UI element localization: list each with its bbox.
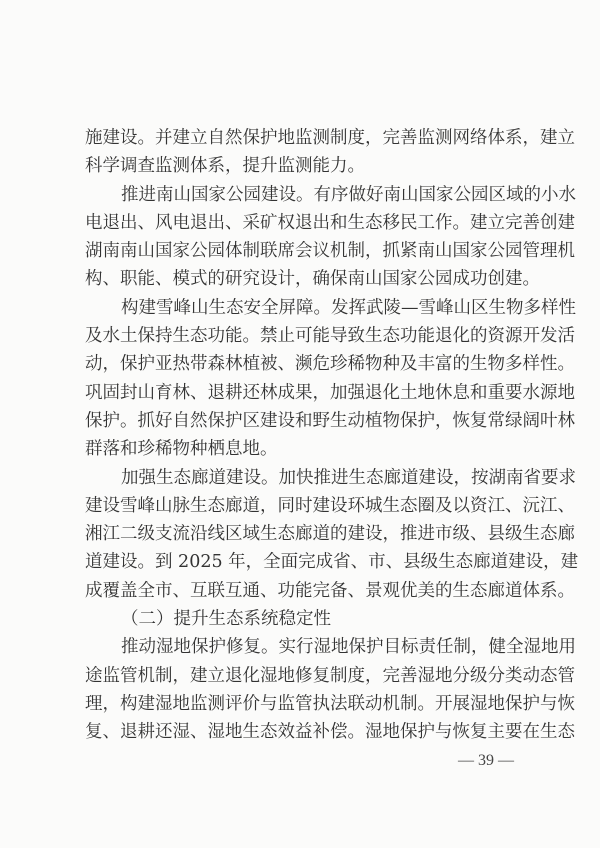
text-line: 及水土保持生态功能。禁止可能导致生态功能退化的资源开发活 [85, 326, 575, 347]
text-line: 加强生态廊道建设。加快推进生态廊道建设，按湖南省要求 [121, 467, 576, 488]
text-line: 构、职能、模式的研究设计，确保南山国家公园成功创建。 [85, 269, 540, 290]
text-line: 成覆盖全市、互联互通、功能完备、景观优美的生态廊道体系。 [85, 580, 575, 601]
paragraph [85, 294, 576, 464]
text-line: 施建设。并建立自然保护地监测制度，完善监测网络体系，建立 [85, 128, 575, 148]
text-line: 湖南南山国家公园体制联席会议机制，抓紧南山国家公园管理机 [85, 241, 575, 262]
section-heading [85, 605, 516, 633]
text-line: 推进南山国家公园建设。有序做好南山国家公园区域的小水 [121, 184, 576, 205]
paragraph [85, 124, 575, 181]
document-body [85, 124, 579, 747]
text-line: 科学调查监测体系，提升监测能力。 [85, 156, 365, 177]
heading-text: （二）提升生态系统稳定性 [121, 609, 331, 630]
page-number: — 39 — [458, 752, 514, 769]
text-line: 湘江二级支流沿线区域生态廊道的建设，推进市级、县级生态廊 [85, 524, 575, 545]
paragraph [85, 181, 576, 294]
text-line: 道建设。到 2025 年，全面完成省、市、县级生态廊道建设，建 [85, 552, 579, 573]
text-line: 复、退耕还湿、湿地生态效益补偿。湿地保护与恢复主要在生态 [85, 722, 575, 743]
text-line: 巩固封山育林、退耕还林成果，加强退化土地休息和重要水源地 [85, 382, 575, 403]
text-line: 推动湿地保护修复。实行湿地保护目标责任制，健全湿地用 [121, 637, 576, 658]
text-line: 群落和珍稀物种栖息地。 [85, 439, 278, 460]
text-line: 电退出、风电退出、采矿权退出和生态移民工作。建立完善创建 [85, 212, 575, 233]
text-line: 建设雪峰山脉生态廊道，同时建设环城生态圈及以资江、沅江、 [85, 495, 575, 516]
paragraph [85, 464, 579, 605]
text-line: 保护。抓好自然保护区建设和野生动植物保护，恢复常绿阔叶林 [85, 410, 575, 431]
text-line: 动，保护亚热带森林植被、濒危珍稀物种及丰富的生物多样性。 [85, 354, 575, 375]
text-line: 理，构建湿地监测评价与监管执法联动机制。开展湿地保护与恢 [85, 693, 575, 714]
paragraph [85, 633, 576, 746]
text-line: 构建雪峰山生态安全屏障。发挥武陵—雪峰山区生物多样性 [121, 297, 576, 318]
text-line: 途监管机制，建立退化湿地修复制度，完善湿地分级分类动态管 [85, 665, 575, 686]
